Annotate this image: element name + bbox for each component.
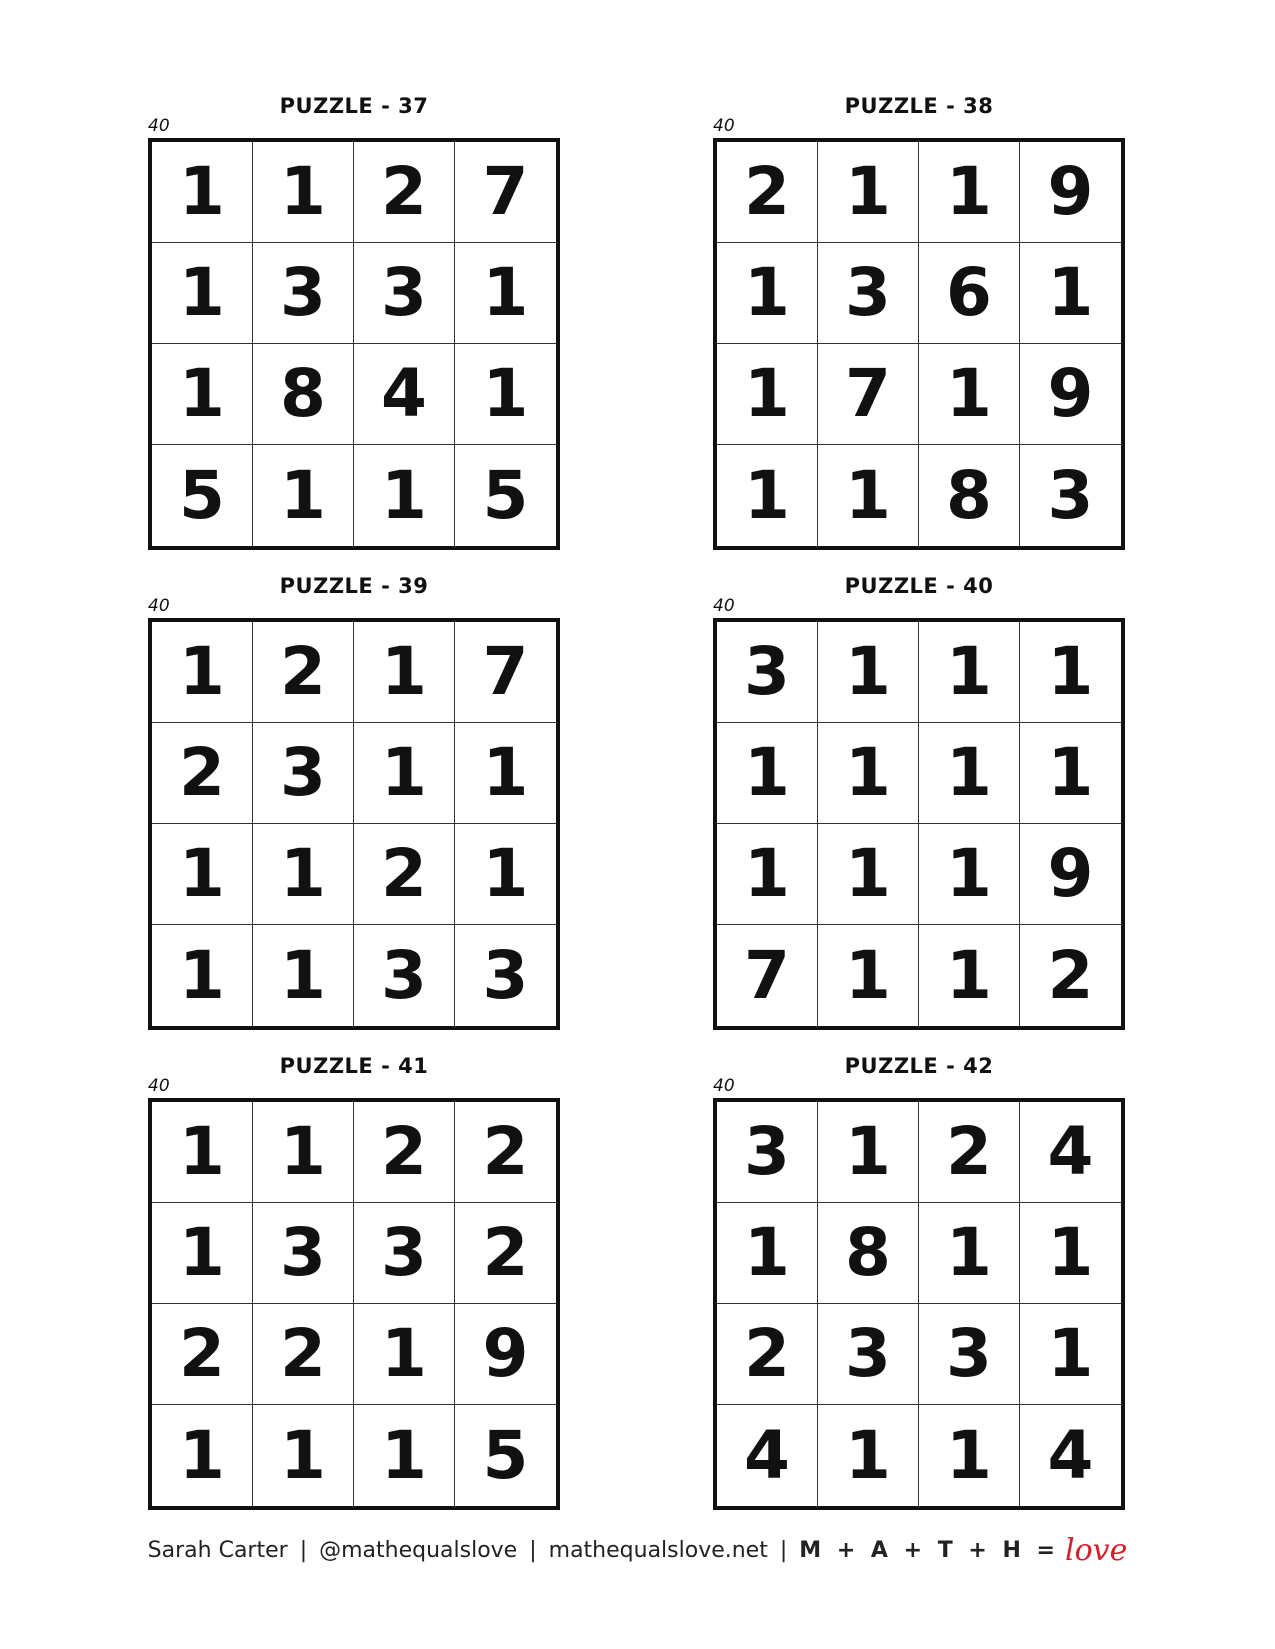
grid-cell: 1 (152, 243, 253, 344)
grid-cell: 3 (482, 936, 529, 1014)
grid-cell: 2 (717, 1304, 818, 1405)
grid-cell: 1 (818, 1405, 919, 1506)
grid-cell: 9 (1020, 142, 1121, 243)
grid-cell: 1 (818, 622, 919, 723)
social-handle: @mathequalslove (319, 1537, 518, 1563)
puzzle-target-number: 40 (713, 116, 735, 136)
grid-cell: 1 (253, 1405, 354, 1506)
grid-cell: 1 (455, 824, 556, 925)
grid-cell: 1 (455, 243, 556, 344)
grid-cell: 3 (1047, 456, 1094, 534)
grid-cell: 1 (919, 622, 1020, 723)
grid-cell: 1 (253, 445, 354, 546)
grid-cell: 1 (152, 1102, 253, 1203)
footer-separator: | (779, 1537, 788, 1563)
grid-cell: 2 (253, 1304, 354, 1405)
grid-cell: 1 (919, 1405, 1020, 1506)
grid-cell: 1 (354, 723, 455, 824)
grid-cell: 9 (1020, 824, 1121, 925)
grid-cell: 1 (152, 824, 253, 925)
grid-cell: 4 (717, 1405, 818, 1506)
grid-cell: 1 (717, 723, 818, 824)
grid-cell: 1 (152, 142, 253, 243)
puzzle-target-number: 40 (148, 1076, 170, 1096)
puzzle-target-number: 40 (148, 596, 170, 616)
puzzle-grid (713, 138, 1125, 550)
grid-cell: 1 (354, 622, 455, 723)
grid-cell: 2 (152, 1304, 253, 1405)
grid-cell: 1 (354, 1405, 455, 1506)
grid-cell: 1 (1020, 1203, 1121, 1304)
grid-cell: 1 (253, 1102, 354, 1203)
puzzle-title: PUZZLE - 39 (279, 574, 429, 598)
grid-cell: 1 (152, 1405, 253, 1506)
grid-cell: 1 (1020, 723, 1121, 824)
puzzle-40 (713, 574, 1125, 1030)
grid-cell: 1 (717, 824, 818, 925)
grid-cell: 2 (919, 1102, 1020, 1203)
grid-cell: 4 (1020, 1102, 1121, 1203)
grid-cell: 2 (455, 1203, 556, 1304)
grid-cell: 1 (354, 1304, 455, 1405)
grid-cell: 1 (818, 142, 919, 243)
grid-cell: 1 (455, 344, 556, 445)
grid-cell: 3 (717, 622, 818, 723)
grid-cell: 3 (818, 243, 919, 344)
grid-cell: 1 (455, 723, 556, 824)
grid-cell: 7 (818, 344, 919, 445)
grid-cell: 3 (919, 1304, 1020, 1405)
grid-cell: 1 (717, 445, 818, 546)
grid-cell: 1 (354, 445, 455, 546)
grid-cell: 2 (455, 1102, 556, 1203)
grid-cell: 1 (919, 925, 1020, 1026)
grid-cell: 1 (818, 445, 919, 546)
grid-cell: 3 (253, 723, 354, 824)
brand-love-script: love (1064, 1532, 1128, 1568)
grid-cell: 1 (818, 1102, 919, 1203)
grid-cell: 1 (253, 925, 354, 1026)
grid-cell: 1 (717, 1203, 818, 1304)
puzzle-grid (713, 1098, 1125, 1510)
grid-cell: 1 (1020, 622, 1121, 723)
grid-cell: 1 (919, 142, 1020, 243)
grid-cell: 7 (717, 925, 818, 1026)
grid-cell: 1 (152, 622, 253, 723)
puzzle-grid (713, 618, 1125, 1030)
puzzle-37 (148, 94, 560, 550)
grid-cell: 1 (253, 824, 354, 925)
grid-cell: 1 (919, 723, 1020, 824)
page-footer (0, 1532, 1275, 1568)
grid-cell: 1 (818, 723, 919, 824)
grid-cell: 5 (482, 456, 529, 534)
grid-cell: 2 (1047, 936, 1094, 1014)
puzzle-42 (713, 1054, 1125, 1510)
grid-cell: 2 (717, 142, 818, 243)
grid-cell: 3 (717, 1102, 818, 1203)
grid-cell: 7 (455, 142, 556, 243)
author-name: Sarah Carter (147, 1537, 288, 1563)
puzzle-grid (148, 618, 560, 1030)
grid-cell: 1 (1020, 1304, 1121, 1405)
grid-cell: 5 (482, 1416, 529, 1494)
grid-cell: 2 (354, 142, 455, 243)
grid-cell: 2 (253, 622, 354, 723)
grid-cell: 2 (354, 1102, 455, 1203)
brand-logo-text: M + A + T + H = (799, 1537, 1059, 1563)
grid-cell: 3 (354, 243, 455, 344)
footer-separator: | (529, 1537, 537, 1563)
puzzle-39 (148, 574, 560, 1030)
puzzle-title: PUZZLE - 41 (279, 1054, 429, 1078)
grid-cell: 1 (818, 925, 919, 1026)
grid-cell: 9 (455, 1304, 556, 1405)
puzzle-title: PUZZLE - 42 (844, 1054, 994, 1078)
puzzle-grid (148, 138, 560, 550)
grid-cell: 9 (1020, 344, 1121, 445)
grid-cell: 3 (253, 243, 354, 344)
grid-cell: 1 (717, 243, 818, 344)
grid-cell: 1 (919, 344, 1020, 445)
grid-cell: 1 (717, 344, 818, 445)
grid-cell: 8 (919, 445, 1020, 546)
footer-separator: | (299, 1537, 308, 1563)
grid-cell: 1 (253, 142, 354, 243)
grid-cell: 1 (152, 1203, 253, 1304)
puzzle-title: PUZZLE - 38 (844, 94, 994, 118)
grid-cell: 4 (354, 344, 455, 445)
grid-cell: 2 (354, 824, 455, 925)
puzzle-41 (148, 1054, 560, 1510)
grid-cell: 2 (152, 723, 253, 824)
puzzle-target-number: 40 (713, 1076, 735, 1096)
puzzle-title: PUZZLE - 37 (279, 94, 429, 118)
grid-cell: 3 (253, 1203, 354, 1304)
puzzle-target-number: 40 (713, 596, 735, 616)
puzzle-grid (148, 1098, 560, 1510)
grid-cell: 3 (818, 1304, 919, 1405)
grid-cell: 7 (455, 622, 556, 723)
website-url: mathequalslove.net (548, 1537, 768, 1563)
puzzle-38 (713, 94, 1125, 550)
grid-cell: 1 (919, 824, 1020, 925)
puzzle-target-number: 40 (148, 116, 170, 136)
grid-cell: 3 (354, 925, 455, 1026)
grid-cell: 5 (152, 445, 253, 546)
grid-cell: 1 (818, 824, 919, 925)
puzzle-title: PUZZLE - 40 (844, 574, 994, 598)
grid-cell: 1 (1020, 243, 1121, 344)
grid-cell: 8 (818, 1203, 919, 1304)
grid-cell: 4 (1047, 1416, 1094, 1494)
grid-cell: 1 (152, 344, 253, 445)
grid-cell: 8 (253, 344, 354, 445)
grid-cell: 3 (354, 1203, 455, 1304)
grid-cell: 1 (919, 1203, 1020, 1304)
grid-cell: 1 (152, 925, 253, 1026)
grid-cell: 6 (919, 243, 1020, 344)
